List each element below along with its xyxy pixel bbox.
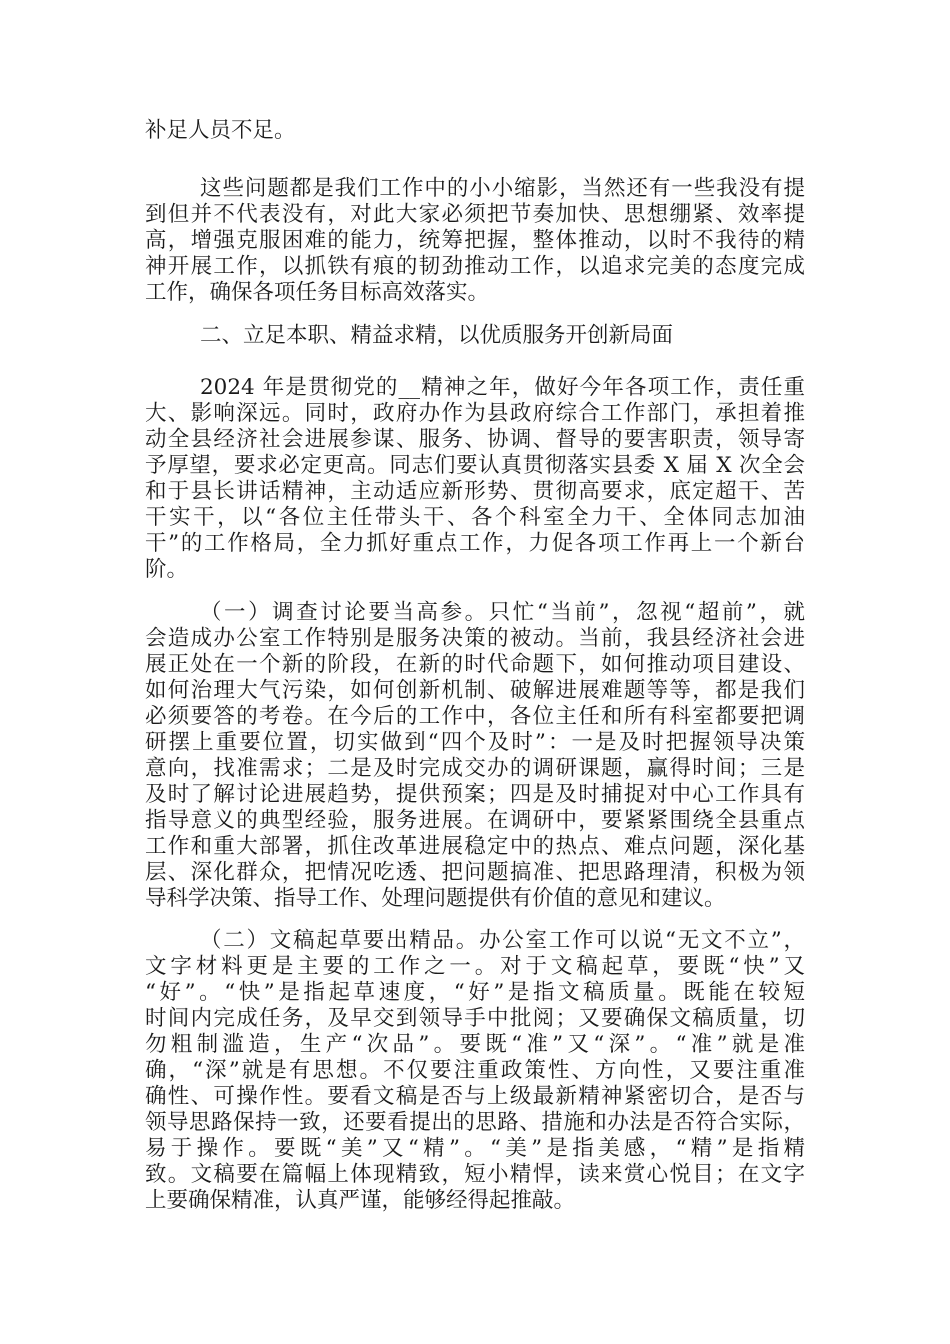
paragraph-line: 勿粗制滥造，生产“次品”。要既“准”又“深”。“准”就是准: [145, 1032, 805, 1057]
paragraph-line: 补足人员不足。: [145, 118, 296, 143]
paragraph-line: 2024 年是贯彻党的__精神之年，做好今年各项工作，责任重: [200, 375, 805, 400]
paragraph-line: 高，增强克服困难的能力，统筹把握，整体推动，以时不我待的精: [145, 228, 805, 253]
paragraph-line: 工作，确保各项任务目标高效落实。: [145, 280, 490, 305]
paragraph-line: 意向，找准需求；二是及时完成交办的调研课题，赢得时间；三是: [145, 756, 805, 781]
paragraph-line: 层、深化群众，把情况吃透、把问题搞准、把思路理清，积极为领: [145, 860, 805, 885]
paragraph-line: 到但并不代表没有，对此大家必须把节奏加快、思想绷紧、效率提: [145, 202, 805, 227]
paragraph-line: 阶。: [145, 557, 189, 582]
paragraph-line: 导科学决策、指导工作、处理问题提供有价值的意见和建议。: [145, 886, 726, 911]
paragraph-line: 这些问题都是我们工作中的小小缩影，当然还有一些我没有提: [200, 176, 805, 201]
paragraph-line: 干实干，以“各位主任带头干、各个科室全力干、全体同志加油: [145, 505, 805, 530]
paragraph-line: 上要确保精准，认真严谨，能够经得起推敲。: [145, 1188, 576, 1213]
paragraph-line: 时间内完成任务，及早交到领导手中批阅；又要确保文稿质量，切: [145, 1006, 805, 1031]
paragraph-line: 研摆上重要位置，切实做到“四个及时”：一是及时把握领导决策: [145, 730, 805, 755]
paragraph-line: 工作和重大部署，抓住改革进展稳定中的热点、难点问题，深化基: [145, 834, 805, 859]
paragraph-line: 必须要答的考卷。在今后的工作中，各位主任和所有科室都要把调: [145, 704, 805, 729]
paragraph-line: 会造成办公室工作特别是服务决策的被动。当前，我县经济社会进: [145, 626, 805, 651]
paragraph-line: 如何治理大气污染，如何创新机制、破解进展难题等等，都是我们: [145, 678, 805, 703]
paragraph-line: 确，“深”就是有思想。不仅要注重政策性、方向性，又要注重准: [145, 1058, 805, 1083]
paragraph-line: 领导思路保持一致，还要看提出的思路、措施和办法是否符合实际，: [145, 1110, 805, 1135]
paragraph-line: 予厚望，要求必定更高。同志们要认真贯彻落实县委 X 届 X 次全会: [145, 453, 805, 478]
paragraph-line: 致。文稿要在篇幅上体现精致，短小精悍，读来赏心悦目；在文字: [145, 1162, 805, 1187]
paragraph-line: 及时了解讨论进展趋势，提供预案；四是及时捕捉对中心工作具有: [145, 782, 805, 807]
paragraph-line: 易于操作。要既“美”又“精”。“美”是指美感，“精”是指精: [145, 1136, 805, 1161]
paragraph-line: （一）调查讨论要当高参。只忙“当前”，忽视“超前”，就: [200, 600, 805, 625]
paragraph-line: 确性、可操作性。要看文稿是否与上级最新精神紧密切合，是否与: [145, 1084, 805, 1109]
paragraph-line: 干”的工作格局，全力抓好重点工作，力促各项工作再上一个新台: [145, 531, 805, 556]
paragraph-line: （二）文稿起草要出精品。办公室工作可以说“无文不立”，: [200, 928, 805, 953]
section-heading: 二、立足本职、精益求精，以优质服务开创新局面: [200, 323, 674, 348]
paragraph-line: 文字材料更是主要的工作之一。对于文稿起草，要既“快”又: [145, 954, 805, 979]
paragraph-line: 神开展工作，以抓铁有痕的韧劲推动工作，以追求完美的态度完成: [145, 254, 805, 279]
paragraph-line: 展正处在一个新的阶段，在新的时代命题下，如何推动项目建设、: [145, 652, 805, 677]
paragraph-line: “好”。“快”是指起草速度，“好”是指文稿质量。既能在较短: [145, 980, 805, 1005]
paragraph-line: 大、影响深远。同时，政府办作为县政府综合工作部门，承担着推: [145, 401, 805, 426]
paragraph-line: 和于县长讲话精神，主动适应新形势、贯彻高要求，底定超干、苦: [145, 479, 805, 504]
paragraph-line: 指导意义的典型经验，服务进展。在调研中，要紧紧围绕全县重点: [145, 808, 805, 833]
paragraph-line: 动全县经济社会进展参谋、服务、协调、督导的要害职责，领导寄: [145, 427, 805, 452]
